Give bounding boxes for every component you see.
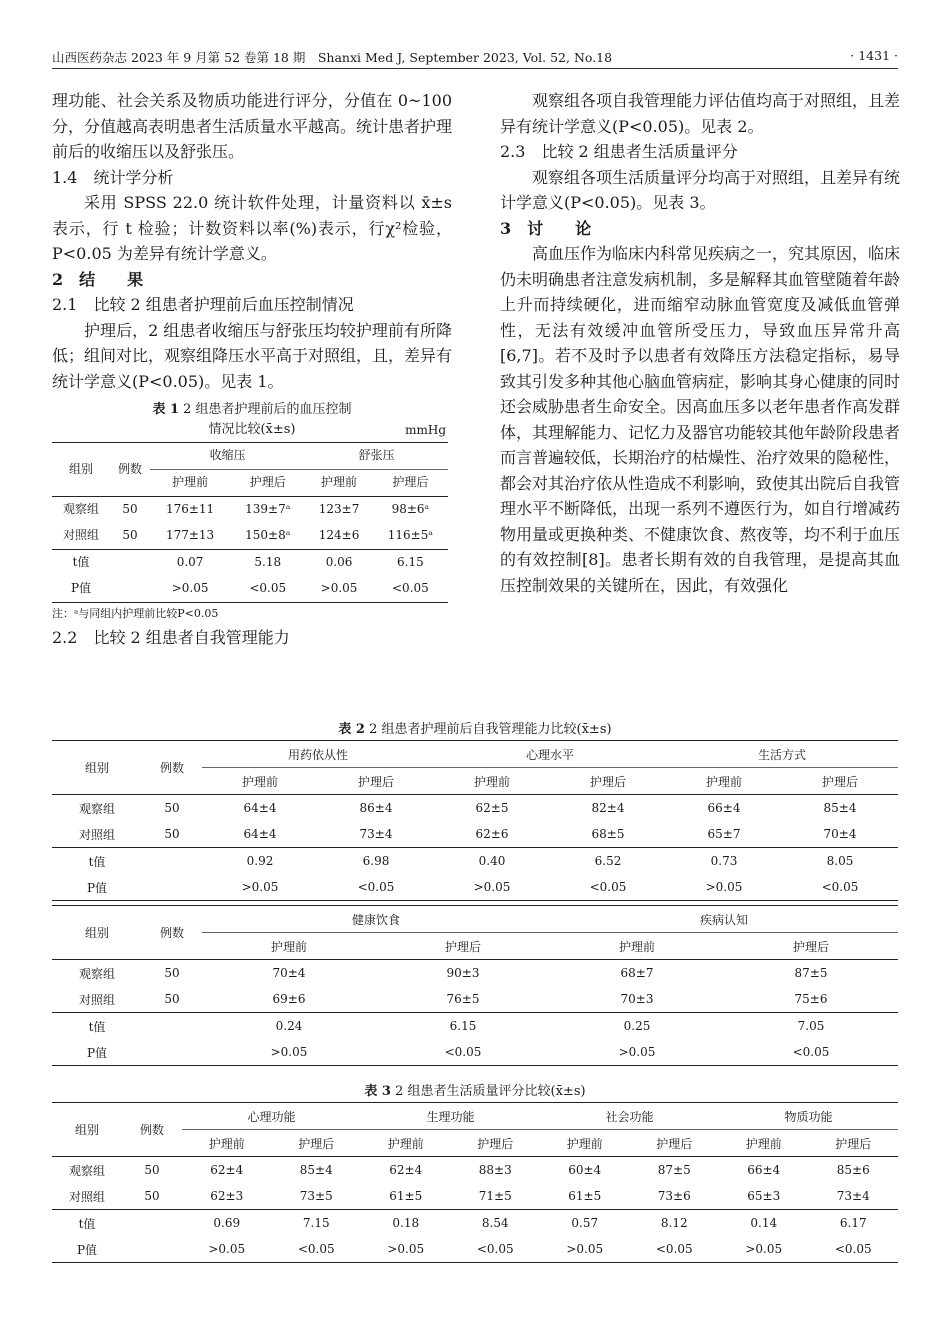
cell: 87±5 [794,966,828,980]
th-before: 护理前 [241,774,278,789]
cell: >0.05 [208,1242,246,1256]
cell: 7.05 [797,1019,825,1033]
cell: 6.98 [362,854,390,868]
cell: 0.69 [213,1216,241,1230]
cell: 0.18 [392,1216,420,1230]
cell: 65±3 [747,1189,781,1203]
th-after: 护理后 [835,1136,872,1151]
cell: 70±4 [272,966,306,980]
th-group: 组别 [74,1123,99,1137]
table-row [52,848,898,875]
paragraph: 高血压作为临床内科常见疾病之一，究其原因，临床仍未明确患者注意发病机制，多是解释其血管壁随着年龄上升而持续硬化，进而缩窄动脉血管宽度及减低血管弹性，无法有效缓冲血管所受压力，导致血压异常升高[6,7]。若不及时予以患者有效降压方法稳定指标，易导致其引发多种其他心脑血管病症，影响其身心健康的同时还会威胁患者生命安全。因高血压多以老年患者作高发群体，其理解能力、记忆力及器官功能较其他年龄阶段患者而言普遍较低，长期治疗的枯燥性、治疗效果的隐秘性，都会对其治疗依从性造成不利影响，致使其出院后自我管理水平不断降低，出现一系列不遵医行为，如自行增减药物用量或更换种类、不健康饮食、熬夜等，均不利于血压的有效控制[8]。患者长期有效的自我管理，是提高其血压控制效果的关键所在，因此，有效强化 [500,244,901,595]
paragraph: 观察组各项生活质量评分均高于对照组，且差异有统计学意义(P<0.05)。见表 3。 [500,167,901,212]
cell: 0.24 [275,1019,303,1033]
cell: 8.54 [481,1216,509,1230]
cell: >0.05 [745,1242,783,1256]
th-after: 护理后 [357,774,394,789]
th-dbp: 舒张压 [305,443,448,470]
th-before: 护理前 [618,939,655,954]
th-sbp: 收缩压 [150,443,305,470]
paragraph: 观察组各项自我管理能力评估值均高于对照组，且差异有统计学意义(P<0.05)。见表 2。 [500,91,901,136]
cell: 观察组 [62,502,99,517]
cell: 0.40 [478,854,506,868]
section-heading-2: 2 结 果 [52,269,144,289]
table-row [52,1039,898,1066]
cell: 0.57 [571,1216,599,1230]
cell: t值 [88,1019,106,1034]
cell: 50 [122,502,138,517]
cell: >0.05 [270,1045,308,1059]
section-heading-2-1: 2.1 比较 2 组患者护理前后血压控制情况 [52,295,354,314]
table-row [52,1183,898,1210]
table-row [52,497,448,524]
cell: >0.05 [473,880,511,894]
table1-caption-line2 [52,420,452,440]
table3-title: 2 组患者生活质量评分比较(x̄±s) [395,1084,586,1099]
table1-unit: mmHg [405,423,446,437]
cell: 139±7ᵃ [245,502,291,517]
cell: P值 [86,880,108,895]
cell: 70±3 [620,992,654,1006]
cell: 68±7 [620,966,654,980]
th-after: 护理后 [792,939,829,954]
th-psych: 心理水平 [434,741,666,768]
cell: 82±4 [591,801,625,815]
cell: 0.73 [710,854,738,868]
cell: >0.05 [171,581,209,596]
cell: 73±6 [657,1189,691,1203]
page-number: · 1431 · [850,48,898,63]
cell: 70±4 [823,827,857,841]
cell: 0.06 [325,555,353,570]
cell: 87±5 [657,1163,691,1177]
cell: 123±7 [318,502,360,517]
cell: 50 [164,801,180,815]
cell: 68±5 [591,827,625,841]
cell: P值 [76,1242,98,1257]
cell: 50 [164,827,180,841]
th-group: 组别 [84,761,109,775]
cell: 69±6 [272,992,306,1006]
cell: <0.05 [249,581,287,596]
right-column [500,88,900,598]
th-phys-func: 生理功能 [361,1103,540,1130]
table1-note: 注：ᵃ与同组内护理前比较P<0.05 [52,607,219,620]
cell: 50 [144,1189,160,1203]
table-row [52,821,898,848]
cell: 6.17 [839,1216,867,1230]
cell: 对照组 [62,528,99,543]
th-psych-func: 心理功能 [182,1103,361,1130]
cell: 62±6 [475,827,509,841]
th-after: 护理后 [298,1136,335,1151]
table1-title: 2 组患者护理前后的血压控制 [183,402,352,417]
cell: 150±8ᵃ [245,528,291,543]
cell: t值 [88,854,106,869]
table-row [52,986,898,1013]
cell: 50 [164,992,180,1006]
th-before: 护理前 [566,1136,603,1151]
table2-caption [52,720,898,740]
cell: t值 [72,555,90,570]
cell: 85±4 [823,801,857,815]
cell: 5.18 [254,555,282,570]
cell: 86±4 [359,801,393,815]
cell: 76±5 [446,992,480,1006]
th-group: 组别 [84,926,109,940]
table3-caption [52,1082,898,1102]
cell: <0.05 [476,1242,514,1256]
th-before: 护理前 [321,475,358,490]
cell: 8.12 [660,1216,688,1230]
table2-label: 表 2 [338,722,365,737]
cell: P值 [70,581,92,596]
th-before: 护理前 [387,1136,424,1151]
cell: 8.05 [826,854,854,868]
table1-title-cont: 情况比较(x̄±s) [208,422,296,437]
th-after: 护理后 [821,774,858,789]
th-medication: 用药依从性 [202,741,434,768]
section-heading-1-4: 1.4 统计学分析 [52,167,174,187]
cell: 0.14 [750,1216,778,1230]
cell: >0.05 [320,581,358,596]
cell: 75±6 [794,992,828,1006]
table-row [52,523,448,550]
cell: 176±11 [165,502,215,517]
section-heading-2-3: 2.3 比较 2 组患者生活质量评分 [500,142,738,161]
cell: 62±3 [210,1189,244,1203]
table3 [52,1102,898,1263]
paragraph: 采用 SPSS 22.0 统计软件处理，计量资料以 x̄±s 表示，行 t 检验；计数资料以率(%)表示，行χ²检验，P<0.05 为差异有统计学意义。 [52,193,452,263]
cell: 观察组 [68,1163,105,1178]
cell: 观察组 [78,801,115,816]
cell: 6.52 [594,854,622,868]
running-header [52,46,898,69]
th-before: 护理前 [208,1136,245,1151]
cell: 61±5 [568,1189,602,1203]
th-n: 例数 [159,926,184,940]
cell: 观察组 [78,966,115,981]
table-row [52,1157,898,1184]
cell: t值 [78,1216,96,1231]
th-lifestyle: 生活方式 [666,741,898,768]
cell: <0.05 [655,1242,693,1256]
th-after: 护理后 [444,939,481,954]
th-before: 护理前 [270,939,307,954]
cell: 64±4 [243,827,277,841]
cell: <0.05 [297,1242,335,1256]
cell: 对照组 [68,1189,105,1204]
cell: 88±3 [478,1163,512,1177]
table-row [52,1013,898,1040]
table2-part2 [52,905,898,1066]
cell: 62±5 [475,801,509,815]
th-diet: 健康饮食 [202,906,550,933]
table-row [52,576,448,603]
cell: 73±4 [359,827,393,841]
cell: 61±5 [389,1189,423,1203]
cell: 66±4 [707,801,741,815]
cell: <0.05 [792,1045,830,1059]
table2 [52,740,898,901]
cell: <0.05 [392,581,429,596]
cell: 177±13 [165,528,215,543]
th-cognition: 疾病认知 [550,906,898,933]
journal-citation: 山西医药杂志 2023 年 9 月第 52 卷第 18 期 Shanxi Med J, September 2023, Vol. 52, No.18 [52,50,613,65]
cell: 6.15 [449,1019,477,1033]
cell: 0.92 [246,854,274,868]
th-n: 例数 [159,761,184,775]
th-before: 护理前 [745,1136,782,1151]
table-row [52,1236,898,1263]
cell: 65±7 [707,827,741,841]
cell: <0.05 [834,1242,872,1256]
table-row [52,1210,898,1237]
th-after: 护理后 [249,475,286,490]
th-material-func: 物质功能 [719,1103,898,1130]
cell: 71±5 [478,1189,512,1203]
cell: 98±6ᵃ [391,502,430,517]
table-row [52,874,898,901]
section-heading-3: 3 讨 论 [500,218,592,238]
th-n: 例数 [117,461,142,476]
cell: 62±4 [210,1163,244,1177]
cell: 50 [144,1163,160,1177]
cell: 60±4 [568,1163,602,1177]
cell: 66±4 [747,1163,781,1177]
cell: 64±4 [243,801,277,815]
table2-title: 2 组患者护理前后自我管理能力比较(x̄±s) [369,722,612,737]
cell: >0.05 [387,1242,425,1256]
cell: 90±3 [446,966,480,980]
cell: 85±6 [836,1163,870,1177]
cell: 124±6 [318,528,360,543]
table-row [52,550,448,577]
cell: <0.05 [589,880,627,894]
section-heading-2-2: 2.2 比较 2 组患者自我管理能力 [52,628,290,647]
table-row [52,795,898,822]
cell: 0.07 [176,555,204,570]
cell: 116±5ᵃ [387,528,434,543]
cell: 50 [122,528,138,543]
cell: <0.05 [821,880,859,894]
table2-block [52,720,898,1066]
th-after: 护理后 [392,475,429,490]
cell: >0.05 [566,1242,604,1256]
cell: 85±4 [299,1163,333,1177]
th-social-func: 社会功能 [540,1103,719,1130]
cell: 50 [164,966,180,980]
cell: 对照组 [78,827,115,842]
cell: 62±4 [389,1163,423,1177]
paragraph: 理功能、社会关系及物质功能进行评分，分值在 0~100 分，分值越高表明患者生活质量水平越高。统计患者护理前后的收缩压以及舒张压。 [52,91,453,161]
th-after: 护理后 [589,774,626,789]
paragraph: 护理后，2 组患者收缩压与舒张压均较护理前有所降低；组间对比，观察组降压水平高于对照组，且，差异有统计学意义(P<0.05)。见表 1。 [52,320,453,391]
th-group: 组别 [68,461,93,476]
cell: 73±5 [299,1189,333,1203]
left-column [52,88,452,651]
cell: 对照组 [78,992,115,1007]
cell: 7.15 [302,1216,330,1230]
table1-caption [52,400,452,420]
th-after: 护理后 [477,1136,514,1151]
cell: <0.05 [444,1045,482,1059]
th-after: 护理后 [656,1136,693,1151]
cell: >0.05 [618,1045,656,1059]
th-before: 护理前 [705,774,742,789]
th-n: 例数 [139,1123,164,1137]
th-before: 护理前 [473,774,510,789]
cell: >0.05 [241,880,279,894]
table1-label: 表 1 [152,402,180,417]
table3-block [52,1082,898,1263]
cell: >0.05 [705,880,743,894]
th-before: 护理前 [172,475,209,490]
table3-label: 表 3 [364,1084,391,1099]
cell: 73±4 [836,1189,870,1203]
table-row [52,960,898,987]
cell: P值 [86,1045,108,1060]
cell: <0.05 [357,880,395,894]
table1 [52,442,448,603]
cell: 6.15 [397,555,424,570]
cell: 0.25 [623,1019,651,1033]
